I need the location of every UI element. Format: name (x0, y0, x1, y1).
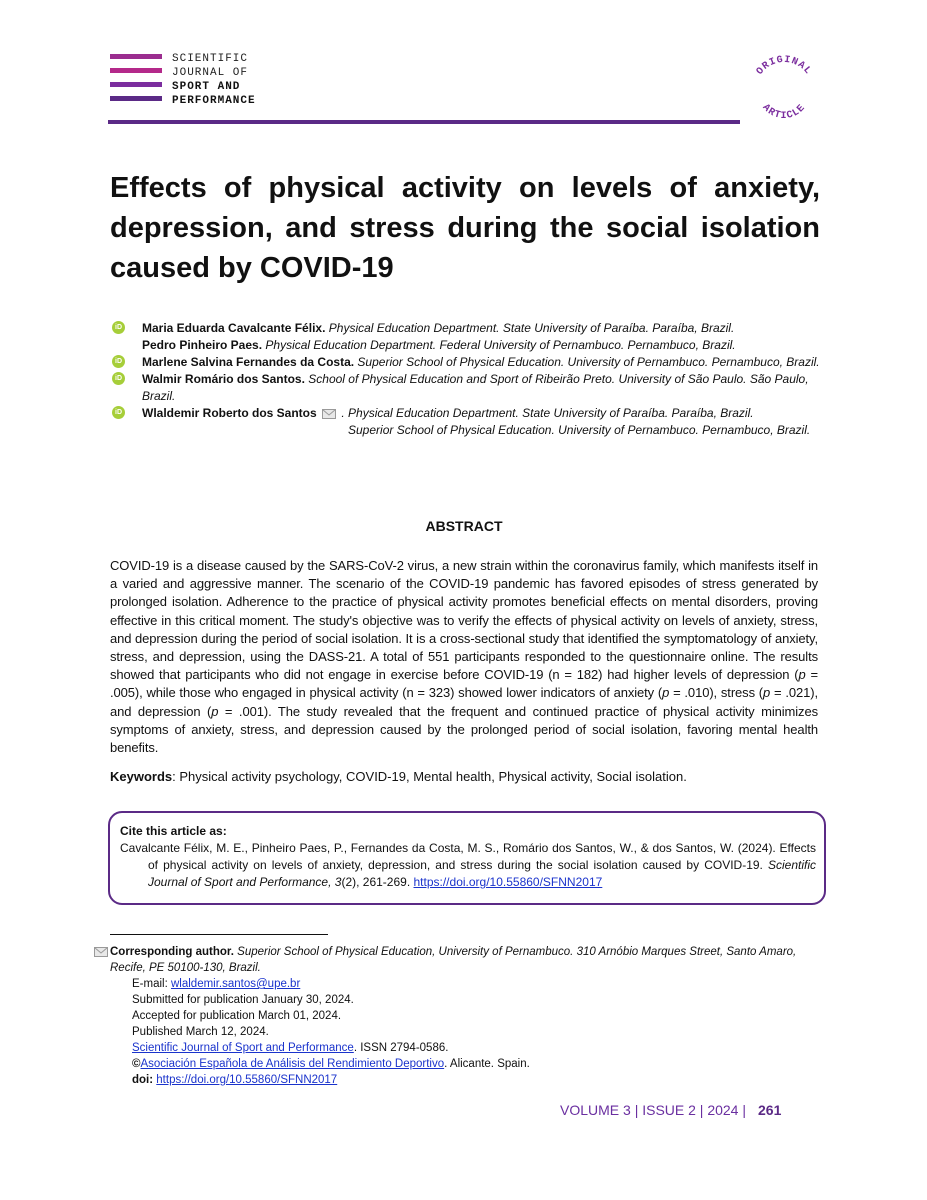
association-location: . Alicante. Spain. (444, 1058, 530, 1070)
author-name: Pedro Pinheiro Paes. (142, 338, 263, 352)
author-list (110, 320, 822, 439)
cite-journal: Scientific Journal of Sport and Performance (148, 858, 816, 889)
author-row (110, 354, 822, 371)
author-row (110, 337, 822, 354)
corresponding-address: Superior School of Physical Education, University of Pernambuco. 310 Arnóbio Marques Street, Santo Amaro, Recife, PE 50100-130, Brazil. (110, 946, 797, 974)
author-affiliation: School of Physical Education and Sport of Ribeirão Preto. University of São Paulo. São Paulo, Brazil. (142, 372, 809, 403)
orcid-icon[interactable]: iD (112, 372, 125, 385)
journal-logo-text (172, 52, 256, 108)
journal-logo-bars (110, 54, 162, 106)
logo-line-2: JOURNAL OF (172, 67, 249, 79)
doi-label: doi: (132, 1074, 154, 1086)
abstract-text: = .010), stress ( (669, 685, 764, 701)
page-number: 261 (758, 1102, 782, 1118)
envelope-icon[interactable] (322, 409, 336, 419)
svg-text:ARTICLE: ARTICLE (759, 102, 809, 122)
author-affiliation-2: Superior School of Physical Education. University of Pernambuco. Pernambuco, Brazil. (348, 423, 811, 437)
cite-doi-link[interactable]: https://doi.org/10.55860/SFNN2017 (413, 875, 603, 889)
keywords (110, 768, 818, 786)
page-footer (560, 1102, 781, 1118)
author-affiliation: Physical Education Department. State University of Paraíba. Paraíba, Brazil. (328, 321, 735, 335)
copyright-symbol: © (132, 1058, 141, 1070)
cite-text (120, 840, 816, 891)
abstract-heading: ABSTRACT (425, 518, 503, 534)
abstract-text: = .001). The study revealed that the frequent and continued practice of physical activity minimizes symptoms of anxiety, stress, and depression caused by the prolonged period of social isolation, favoring mental health benefits. (110, 703, 818, 756)
author-row (110, 405, 822, 439)
corresponding-author-footnote (110, 944, 820, 1088)
cite-box (108, 811, 826, 905)
author-name: Wlaldemir Roberto dos Santos (142, 406, 317, 420)
author-affiliation: Superior School of Physical Education. University of Pernambuco. Pernambuco, Brazil. (357, 355, 820, 369)
cite-heading: Cite this article as: (120, 824, 227, 838)
logo-line-4: PERFORMANCE (172, 95, 256, 107)
article-title: Effects of physical activity on levels of anxiety, depression, and stress during the social isolation caused by COVID-19 (110, 172, 820, 284)
envelope-icon (94, 947, 108, 957)
author-name: Walmir Romário dos Santos. (142, 372, 305, 386)
author-affiliation: . Physical Education Department. State University of Paraíba. Paraíba, Brazil. (341, 406, 754, 420)
issn-line (110, 1040, 820, 1056)
author-name: Maria Eduarda Cavalcante Félix. (142, 321, 326, 335)
keywords-label: Keywords (110, 769, 173, 784)
email-link[interactable]: wlaldemir.santos@upe.br (170, 978, 301, 990)
cite-authors: Cavalcante Félix, M. E., Pinheiro Paes, P., Fernandes da Costa, M. S., Romário dos Santos, W., & dos Santos, W. (2024). Effects of physical activity on levels of anxiety, depression, and stress during the social isolation caused by COVID-19. (120, 841, 816, 872)
published-date: Published March 12, 2024. (132, 1026, 269, 1038)
author-affiliation: Physical Education Department. Federal University of Pernambuco. Pernambuco, Brazil. (265, 338, 736, 352)
logo-bar (110, 96, 162, 101)
p-symbol: p (763, 685, 771, 701)
keywords-list: : Physical activity psychology, COVID-19, Mental health, Physical activity, Social isolation. (172, 769, 687, 784)
doi-line (110, 1072, 820, 1088)
author-row (110, 320, 822, 337)
journal-link[interactable]: Scientific Journal of Sport and Performance (132, 1042, 354, 1054)
p-symbol: p (211, 703, 219, 719)
logo-bar (110, 82, 162, 87)
logo-bar (110, 68, 162, 73)
author-name: Marlene Salvina Fernandes da Costa. (142, 355, 355, 369)
orcid-icon[interactable]: iD (112, 406, 125, 419)
header-rule (108, 120, 740, 124)
logo-line-1: SCIENTIFIC (172, 53, 249, 65)
submitted-date: Submitted for publication January 30, 2024. (132, 994, 354, 1006)
p-symbol: p (662, 685, 670, 701)
cite-volume: , 3 (328, 875, 342, 889)
copyright-line (110, 1056, 820, 1072)
svg-text:ORIGINAL: ORIGINAL (754, 54, 814, 78)
doi-link[interactable]: https://doi.org/10.55860/SFNN2017 (156, 1074, 338, 1086)
p-symbol: p (798, 667, 806, 683)
abstract-text: COVID-19 is a disease caused by the SARS-CoV-2 virus, a new strain within the coronavirus family, which manifests itself in a varied and aggressive manner. The scenario of the COVID-19 pandemic has favored episodes of stress generated by prolonged isolation. Adherence to the practice of physical activity promotes beneficial effects on mental disorders, proving effective in this critical moment. The study's objective was to verify the effects of physical activity on levels of anxiety, stress, and depression during the period of social isolation. It is a cross-sectional study that identified the symptomatology of anxiety, stress, and depression, using the DASS-21. A total of 551 participants responded to the questionnaire online. The results showed that participants who did not engage in exercise before COVID-19 (n = 182) had higher levels of depression ( (110, 558, 818, 683)
logo-line-3: SPORT AND (172, 81, 241, 93)
abstract-body (110, 557, 818, 757)
orcid-icon[interactable]: iD (112, 321, 125, 334)
email-line (110, 976, 820, 992)
logo-bar (110, 54, 162, 59)
corresponding-author (110, 944, 820, 976)
email-label: E-mail: (132, 978, 171, 990)
association-link[interactable]: Asociación Española de Análisis del Rendimiento Deportivo (140, 1058, 445, 1070)
cite-issue-pages: (2), 261-269. (341, 875, 414, 889)
footnote-rule (110, 934, 328, 935)
orcid-icon[interactable]: iD (112, 355, 125, 368)
abstract-text: = .021), and depression ( (110, 685, 818, 719)
accepted-date: Accepted for publication March 01, 2024. (132, 1010, 342, 1022)
corresponding-label: Corresponding author. (110, 946, 234, 958)
author-row (110, 371, 822, 405)
volume-issue: VOLUME 3 | ISSUE 2 | 2024 | (560, 1102, 746, 1118)
abstract-text: = .005), while those who engaged in physical activity (n = 323) showed lower indicators of anxiety ( (110, 667, 818, 701)
issn: . ISSN 2794-0586. (353, 1042, 449, 1054)
original-article-badge (744, 46, 824, 126)
